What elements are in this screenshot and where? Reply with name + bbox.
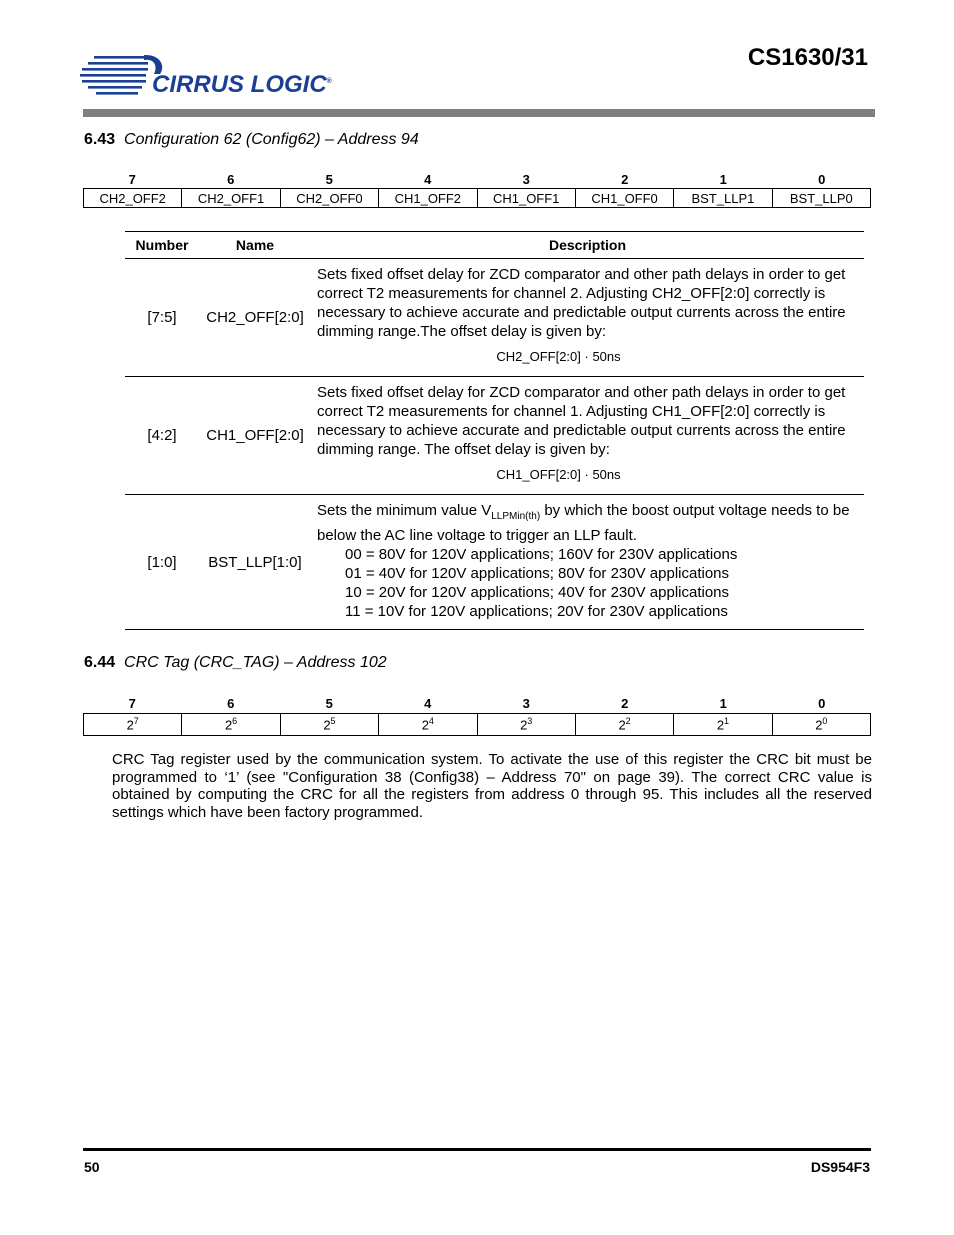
field-name: CH1_OFF[2:0]: [199, 377, 311, 495]
section-title: Configuration 62 (Config62) – Address 94: [124, 131, 419, 148]
bit-field: CH2_OFF1: [182, 189, 280, 208]
footer-rule: [83, 1148, 871, 1151]
bit-number: 0: [818, 172, 826, 187]
bit-range: [1:0]: [125, 495, 199, 630]
table-header-row: [125, 232, 864, 259]
bit-description-table: [125, 231, 864, 630]
bit-field: BST_LLP1: [674, 189, 772, 208]
table-row: [125, 495, 864, 630]
bit-number: 4: [424, 696, 432, 711]
bit-number: 3: [522, 696, 530, 711]
column-header-number: Number: [125, 232, 199, 259]
option-line: 11 = 10V for 120V applications; 20V for 230V applications: [345, 603, 728, 620]
bit-number: 5: [325, 172, 333, 187]
table-row: [125, 377, 864, 495]
bit-number: 2: [621, 172, 629, 187]
bit-number: 6: [227, 172, 235, 187]
bit-field: CH2_OFF2: [84, 189, 182, 208]
bit-number: 5: [325, 696, 333, 711]
document-id: DS954F3: [810, 1159, 870, 1175]
table-row: [84, 189, 871, 208]
table-row: [84, 714, 871, 736]
field-name: CH2_OFF[2:0]: [199, 259, 311, 377]
crc-description-paragraph: CRC Tag register used by the communication system. To activate the use of this register the CRC bit must be programmed to ‘1’ (see "Configuration 38 (Config38) – Address 70" on page 39). The correct CRC value is obtained by computing the CRC for all the registers from address 0 through 95. This includes all the reserved settings which have been factory programmed.: [112, 751, 872, 821]
bit-number: 2: [621, 696, 629, 711]
bit-number: 3: [522, 172, 530, 187]
description-text-post: by which the boost output voltage needs to be below the AC line voltage to trigger an LLP fault.: [317, 502, 850, 544]
bit-field: CH1_OFF2: [379, 189, 477, 208]
registered-mark: ®: [326, 78, 332, 85]
bit-weight: $2^5$: [280, 714, 378, 736]
bit-weight: $2^7$: [84, 714, 182, 736]
bit-field: CH2_OFF0: [280, 189, 378, 208]
bit-number: 7: [128, 696, 136, 711]
bit-weight: $2^6$: [182, 714, 280, 736]
table-row: [125, 259, 864, 377]
section-number: 6.43: [84, 131, 116, 148]
bit-weight: $2^0$: [772, 714, 870, 736]
bit-weight: $2^2$: [575, 714, 673, 736]
description-text: [317, 501, 860, 545]
column-header-description: Description: [311, 232, 864, 259]
option-line: 10 = 20V for 120V applications; 40V for 230V applications: [345, 584, 730, 601]
bit-number-row: [83, 696, 871, 711]
bit-weight: $2^4$: [379, 714, 477, 736]
bit-field: CH1_OFF1: [477, 189, 575, 208]
logo-wordmark: CIRRUS LOGIC®: [152, 71, 332, 98]
description-text-pre: Sets the minimum value V: [317, 502, 492, 519]
field-name: BST_LLP[1:0]: [199, 495, 311, 630]
register-bit-table: [83, 188, 871, 208]
section-heading-6-43: [84, 131, 419, 149]
column-header-name: Name: [199, 232, 311, 259]
option-line: 01 = 40V for 120V applications; 80V for 230V applications: [345, 565, 730, 582]
bit-range: [4:2]: [125, 377, 199, 495]
bit-number: 4: [424, 172, 432, 187]
section-heading-6-44: [84, 654, 387, 672]
bit-number: 1: [719, 696, 727, 711]
description-text: Sets fixed offset delay for ZCD comparator and other path delays in order to get correct T2 measurements for channel 1. Adjusting CH1_OFF[2:0] correctly is necessary to achieve accurate and predictable output currents across the entire dimming range. The offset delay is given by:: [317, 384, 846, 458]
description-text: Sets fixed offset delay for ZCD comparator and other path delays in order to get correct T2 measurements for channel 2. Adjusting CH2_OFF[2:0] correctly is necessary to achieve accurate and predictable output currents across the entire dimming range.The offset delay is given by:: [317, 266, 846, 340]
subscript: LLPMin(th): [491, 511, 541, 522]
bit-number-row: [83, 172, 871, 187]
section-number: 6.44: [84, 654, 116, 671]
bit-weight: $2^3$: [477, 714, 575, 736]
field-description: [311, 495, 864, 630]
formula: CH2_OFF[2:0] · 50ns: [496, 349, 621, 364]
field-description: [311, 377, 864, 495]
option-line: 00 = 80V for 120V applications; 160V for 230V applications: [345, 546, 738, 563]
bit-weight: $2^1$: [674, 714, 772, 736]
bit-field: CH1_OFF0: [575, 189, 673, 208]
page-number: 50: [84, 1159, 100, 1175]
document-title: CS1630/31: [747, 44, 868, 71]
bit-number: 6: [227, 696, 235, 711]
header-rule: [83, 109, 875, 117]
formula: CH1_OFF[2:0] · 50ns: [496, 467, 621, 482]
bit-number: 1: [719, 172, 727, 187]
bit-number: 0: [818, 696, 826, 711]
section-title: CRC Tag (CRC_TAG) – Address 102: [124, 654, 387, 671]
field-description: [311, 259, 864, 377]
bit-number: 7: [128, 172, 136, 187]
bit-field: BST_LLP0: [772, 189, 870, 208]
crc-bit-table: [83, 713, 871, 736]
bit-range: [7:5]: [125, 259, 199, 377]
